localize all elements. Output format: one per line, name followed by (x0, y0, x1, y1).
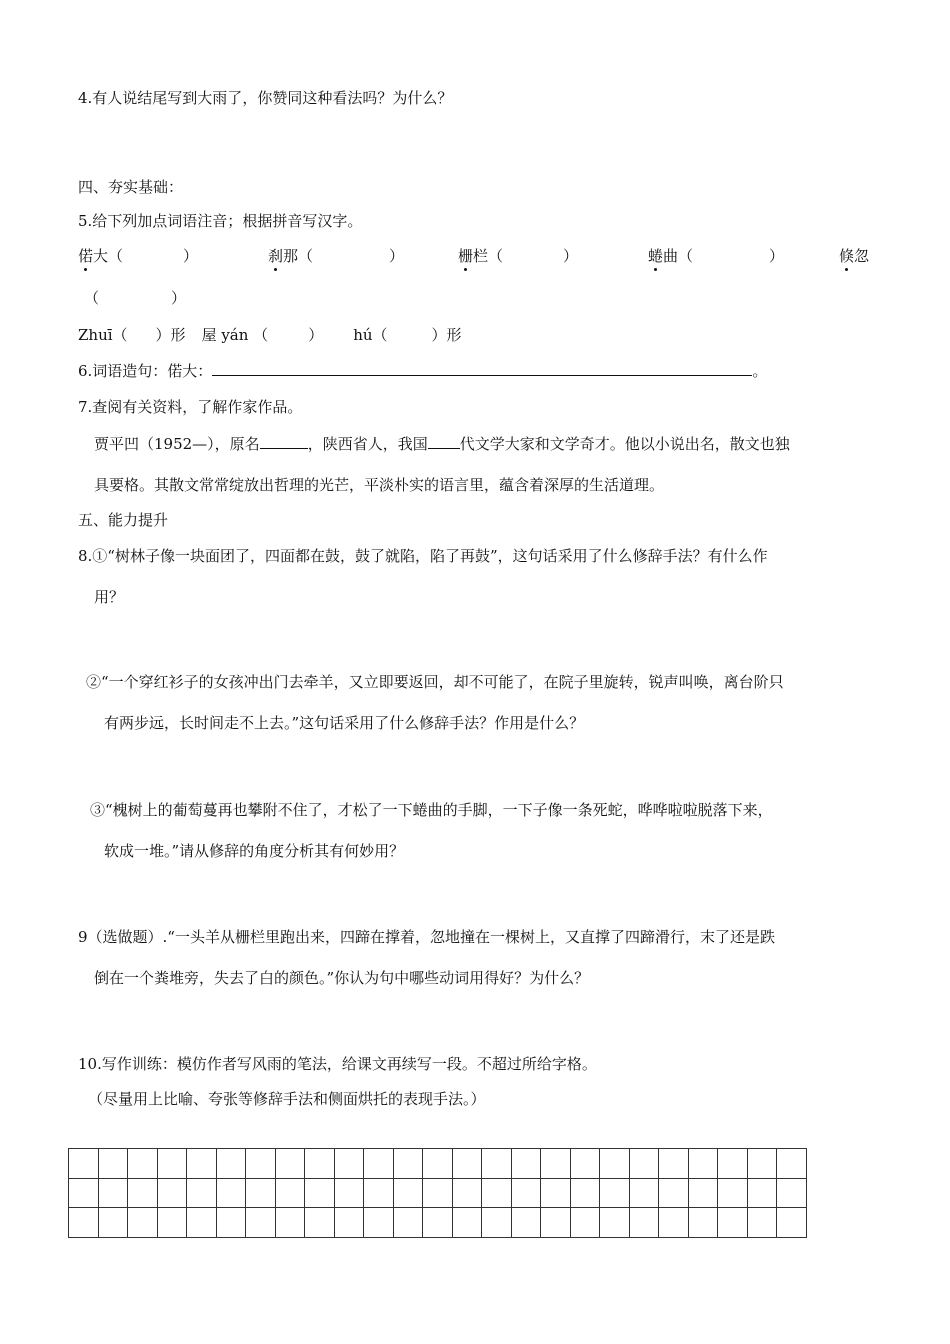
vocab-rest: 大（ (93, 247, 124, 265)
vocab-rest: 那（ (283, 247, 314, 265)
vocab-item-2 (268, 246, 404, 266)
vocab-item-3 (458, 246, 578, 266)
grid-cell[interactable] (600, 1208, 630, 1238)
grid-cell[interactable] (187, 1208, 217, 1238)
question-6 (78, 361, 767, 381)
grid-cell[interactable] (511, 1208, 541, 1238)
vocab-item-1 (78, 246, 198, 266)
grid-cell[interactable] (246, 1208, 276, 1238)
dotted-char: 栅 (458, 247, 474, 265)
grid-cell[interactable] (747, 1178, 777, 1208)
writing-grid[interactable] (68, 1148, 807, 1238)
grid-cell[interactable] (216, 1178, 246, 1208)
grid-cell[interactable] (98, 1178, 128, 1208)
grid-cell[interactable] (659, 1178, 689, 1208)
open-paren: （ (84, 289, 100, 307)
q6-label: 6.词语造句：偌大： (78, 362, 213, 380)
grid-cell[interactable] (187, 1178, 217, 1208)
grid-cell[interactable] (216, 1208, 246, 1238)
grid-row (69, 1208, 807, 1238)
section-heading-5: 五、能力提升 (78, 511, 169, 529)
grid-cell[interactable] (364, 1178, 394, 1208)
grid-cell[interactable] (452, 1178, 482, 1208)
grid-cell[interactable] (452, 1208, 482, 1238)
grid-cell[interactable] (246, 1178, 276, 1208)
grid-cell[interactable] (275, 1178, 305, 1208)
question-9-cont: 倒在一个粪堆旁，失去了白的颜色。”你认为句中哪些动词用得好？为什么？ (94, 969, 590, 987)
question-8-2-cont: 有两步远，长时间走不上去。”这句话采用了什么修辞手法？作用是什么？ (104, 714, 585, 732)
grid-cell[interactable] (334, 1208, 364, 1238)
q7-text-b: ，陕西省人，我国 (307, 435, 428, 453)
vocab-close: ） (769, 247, 785, 265)
grid-cell[interactable] (128, 1149, 158, 1179)
question-7: 7.查阅有关资料，了解作家作品。 (78, 398, 303, 416)
pinyin-row (78, 325, 462, 345)
grid-cell[interactable] (69, 1178, 99, 1208)
pinyin-yan-end: ） (308, 326, 324, 344)
dotted-char: 蜷 (648, 247, 664, 265)
grid-cell[interactable] (393, 1208, 423, 1238)
grid-cell[interactable] (128, 1178, 158, 1208)
pinyin-zhui-end: ）形 (155, 326, 186, 344)
grid-cell[interactable] (777, 1208, 807, 1238)
pinyin-yan: 屋 yán （ (201, 326, 269, 344)
era-blank[interactable] (428, 434, 460, 449)
sentence-blank[interactable] (212, 361, 752, 376)
question-10-note: （尽量用上比喻、夸张等修辞手法和侧面烘托的表现手法。） (88, 1090, 486, 1108)
q6-end: 。 (752, 362, 768, 380)
grid-cell[interactable] (777, 1178, 807, 1208)
grid-cell[interactable] (275, 1208, 305, 1238)
vocab-rest: 栏（ (473, 247, 504, 265)
grid-cell[interactable] (570, 1208, 600, 1238)
grid-cell[interactable] (747, 1208, 777, 1238)
name-blank[interactable] (260, 434, 308, 449)
grid-cell[interactable] (364, 1208, 394, 1238)
grid-cell[interactable] (98, 1208, 128, 1238)
grid-cell[interactable] (69, 1208, 99, 1238)
vocab-rest: 忽 (854, 247, 870, 265)
grid-cell[interactable] (629, 1149, 659, 1179)
question-8-3-cont: 软成一堆。”请从修辞的角度分析其有何妙用？ (104, 842, 405, 860)
grid-cell[interactable] (659, 1149, 689, 1179)
question-10: 10.写作训练：模仿作者写风雨的笔法，给课文再续写一段。不超过所给字格。 (78, 1055, 597, 1073)
vocab-close: ） (563, 247, 579, 265)
grid-cell[interactable] (305, 1178, 335, 1208)
grid-cell[interactable] (423, 1149, 453, 1179)
question-8-1: 8.①“树林子像一块面团了，四面都在鼓，鼓了就陷，陷了再鼓”，这句话采用了什么修辞手法？有什么作 (78, 547, 768, 565)
grid-cell[interactable] (747, 1149, 777, 1179)
question-9: 9（选做题）.“一头羊从栅栏里跑出来，四蹄在撑着，忽地撞在一棵树上，又直撑了四蹄滑行，末了还是跌 (78, 928, 775, 946)
grid-cell[interactable] (157, 1149, 187, 1179)
vocab-close: ） (183, 247, 199, 265)
question-8-2: ②“一个穿红衫子的女孩冲出门去牵羊，又立即要返回，却不可能了，在院子里旋转，锐声叫唤，离台阶只 (86, 673, 784, 691)
grid-cell[interactable] (334, 1149, 364, 1179)
dotted-char: 偌 (78, 247, 94, 265)
grid-cell[interactable] (69, 1149, 99, 1179)
grid-cell[interactable] (482, 1208, 512, 1238)
grid-cell[interactable] (688, 1178, 718, 1208)
grid-cell[interactable] (629, 1208, 659, 1238)
grid-cell[interactable] (216, 1149, 246, 1179)
grid-cell[interactable] (393, 1149, 423, 1179)
grid-cell[interactable] (541, 1178, 571, 1208)
grid-cell[interactable] (98, 1149, 128, 1179)
grid-cell[interactable] (659, 1208, 689, 1238)
grid-cell[interactable] (423, 1178, 453, 1208)
grid-cell[interactable] (157, 1178, 187, 1208)
grid-cell[interactable] (157, 1208, 187, 1238)
grid-cell[interactable] (364, 1149, 394, 1179)
q7-paragraph-line-1 (94, 434, 790, 454)
vocab-item-5-paren (84, 288, 186, 308)
question-8-3: ③“槐树上的葡萄蔓再也攀附不住了，才松了一下蜷曲的手脚，一下子像一条死蛇，哗哗啦啦脱落下来， (90, 801, 773, 819)
pinyin-hu-end: ）形 (431, 326, 462, 344)
grid-cell[interactable] (305, 1208, 335, 1238)
grid-cell[interactable] (600, 1178, 630, 1208)
grid-cell[interactable] (423, 1208, 453, 1238)
grid-cell[interactable] (570, 1149, 600, 1179)
grid-cell[interactable] (452, 1149, 482, 1179)
grid-cell[interactable] (246, 1149, 276, 1179)
section-heading-4: 四、夯实基础： (78, 178, 184, 196)
vocab-item-5 (839, 246, 869, 266)
grid-cell[interactable] (718, 1149, 748, 1179)
grid-cell[interactable] (777, 1149, 807, 1179)
q7-text-c: 代文学大家和文学奇才。他以小说出名，散文也独 (459, 435, 790, 453)
grid-cell[interactable] (187, 1149, 217, 1179)
grid-cell[interactable] (541, 1208, 571, 1238)
vocab-item-4 (648, 246, 784, 266)
grid-cell[interactable] (334, 1178, 364, 1208)
close-paren: ） (171, 289, 187, 307)
grid-cell[interactable] (482, 1149, 512, 1179)
vocab-close: ） (389, 247, 405, 265)
grid-cell[interactable] (128, 1208, 158, 1238)
pinyin-zhui: Zhuī（ (78, 326, 128, 344)
grid-cell[interactable] (570, 1178, 600, 1208)
grid-cell[interactable] (482, 1178, 512, 1208)
grid-cell[interactable] (718, 1208, 748, 1238)
grid-cell[interactable] (541, 1149, 571, 1179)
question-5: 5.给下列加点词语注音；根据拼音写汉字。 (78, 212, 363, 230)
dotted-char: 倏 (839, 247, 855, 265)
vocab-rest: 曲（ (663, 247, 694, 265)
grid-cell[interactable] (275, 1149, 305, 1179)
grid-cell[interactable] (688, 1208, 718, 1238)
grid-cell[interactable] (305, 1149, 335, 1179)
grid-cell[interactable] (511, 1178, 541, 1208)
grid-row (69, 1149, 807, 1179)
q7-text-a: 贾平凹（1952—），原名 (94, 435, 260, 453)
grid-cell[interactable] (511, 1149, 541, 1179)
pinyin-hu: hú（ (353, 326, 388, 344)
question-8-1-cont: 用？ (94, 588, 125, 606)
grid-cell[interactable] (688, 1149, 718, 1179)
grid-cell[interactable] (393, 1178, 423, 1208)
grid-cell[interactable] (718, 1178, 748, 1208)
grid-cell[interactable] (629, 1178, 659, 1208)
q7-paragraph-line-2: 具要格。其散文常常绽放出哲理的光芒，平淡朴实的语言里，蕴含着深厚的生活道理。 (94, 476, 665, 494)
question-4: 4.有人说结尾写到大雨了，你赞同这种看法吗？为什么？ (78, 89, 453, 107)
grid-row (69, 1178, 807, 1208)
dotted-char: 刹 (268, 247, 284, 265)
grid-cell[interactable] (600, 1149, 630, 1179)
